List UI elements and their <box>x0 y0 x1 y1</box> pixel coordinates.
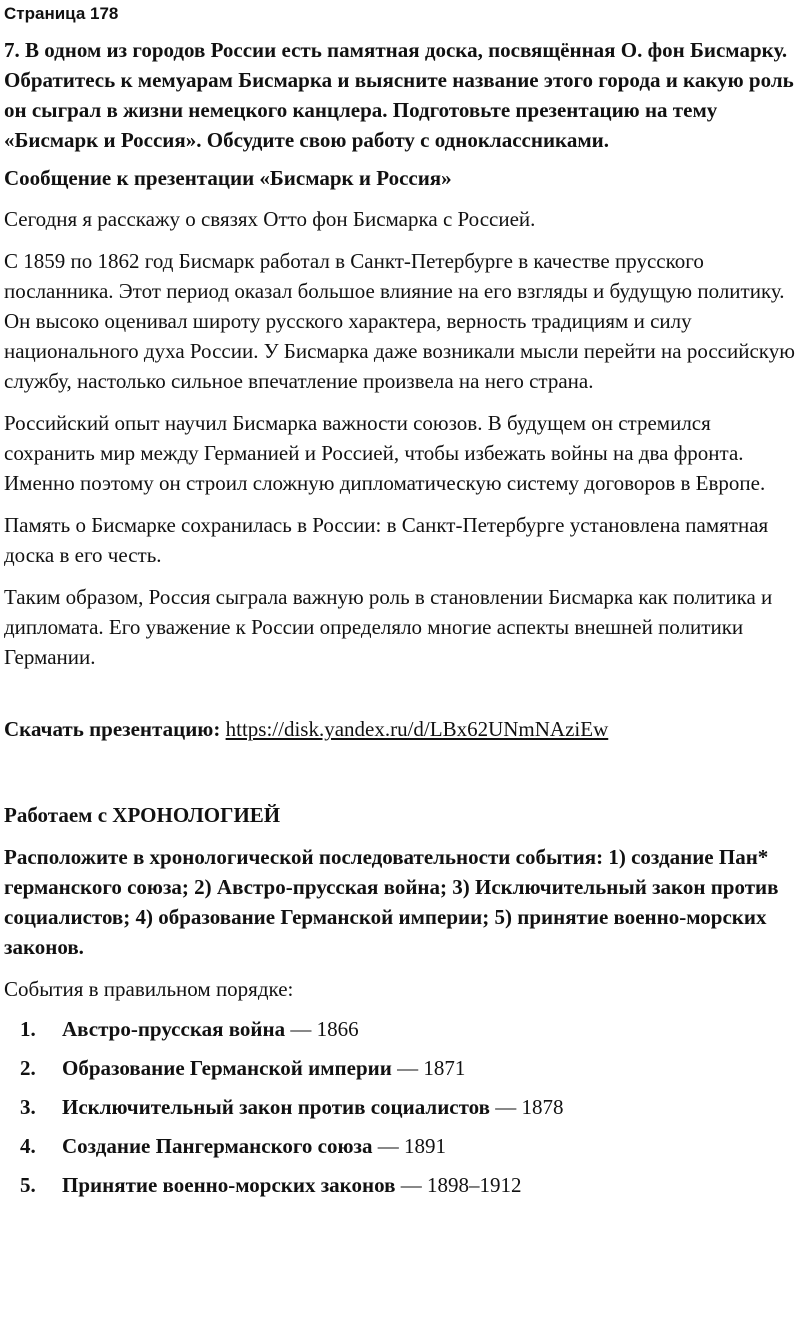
list-item <box>4 1170 796 1200</box>
list-item-year: — 1891 <box>377 1134 446 1158</box>
task-text: 7. В одном из городов России есть памятная доска, посвящённая О. фон Бисмарку. Обратитесь к мемуарам Бисмарка и выясните название этого города и какую роль он сыграл в жизни немецкого канцлера. Подготовьте презентацию на тему «Бисмарк и Россия». Обсудите свою работу с одноклассниками. <box>4 38 794 152</box>
presentation-heading: Сообщение к презентации «Бисмарк и Россия» <box>4 166 452 190</box>
events-list <box>4 1014 796 1200</box>
list-item <box>4 1053 796 1083</box>
download-label: Скачать презентацию: <box>4 717 221 741</box>
chronology-section-title: Работаем с ХРОНОЛОГИЕЙ <box>4 803 281 827</box>
intro-paragraph: Сегодня я расскажу о связях Отто фон Бисмарка с Россией. <box>4 207 536 231</box>
paragraph-conclusion: Таким образом, Россия сыграла важную роль в становлении Бисмарка как политика и дипломата. Его уважение к России определяло многие аспекты внешней политики Германии. <box>4 585 773 669</box>
answer-intro: События в правильном порядке: <box>4 977 294 1001</box>
list-item-event: Образование Германской империи <box>62 1056 392 1080</box>
chronology-question: Расположите в хронологической последовательности события: 1) создание Пан* германского союза; 2) Австро-прусская война; 3) Исключительный закон против социалистов; 4) образование Германской империи; 5) принятие военно-морских законов. <box>4 845 779 959</box>
list-item <box>4 1131 796 1161</box>
list-item-event: Австро-прусская война <box>62 1017 286 1041</box>
list-item <box>4 1014 796 1044</box>
list-item-number: 2. <box>20 1056 36 1080</box>
list-item-event: Исключительный закон против социалистов <box>62 1095 490 1119</box>
download-link[interactable]: https://disk.yandex.ru/d/LBx62UNmNAziEw <box>225 717 609 741</box>
list-item-year: — 1871 <box>397 1056 466 1080</box>
download-line <box>4 714 796 744</box>
page <box>0 4 800 1317</box>
list-item-number: 1. <box>20 1017 36 1041</box>
list-item-year: — 1878 <box>495 1095 564 1119</box>
list-item-year: — 1898–1912 <box>400 1173 522 1197</box>
list-item-event: Создание Пангерманского союза <box>62 1134 373 1158</box>
paragraph-petersburg: С 1859 по 1862 год Бисмарк работал в Санкт-Петербурге в качестве прусского посланника. Этот период оказал большое влияние на его взгляды и будущую политику. Он высоко оценивал широту русского характера, верность традициям и силу национального духа России. У Бисмарка даже возникали мысли перейти на российскую службу, настолько сильное впечатление произвела на него страна. <box>4 249 795 393</box>
paragraph-alliances: Российский опыт научил Бисмарка важности союзов. В будущем он стремился сохранить мир между Германией и Россией, чтобы избежать войны на два фронта. Именно поэтому он строил сложную дипломатическую систему договоров в Европе. <box>4 411 766 495</box>
paragraph-memory: Память о Бисмарке сохранилась в России: в Санкт-Петербурге установлена памятная доска в его честь. <box>4 513 769 567</box>
list-item-number: 5. <box>20 1173 36 1197</box>
page-label: Страница 178 <box>4 4 119 23</box>
list-item <box>4 1092 796 1122</box>
list-item-event: Принятие военно-морских законов <box>62 1173 396 1197</box>
list-item-year: — 1866 <box>290 1017 359 1041</box>
list-item-number: 3. <box>20 1095 36 1119</box>
list-item-number: 4. <box>20 1134 36 1158</box>
